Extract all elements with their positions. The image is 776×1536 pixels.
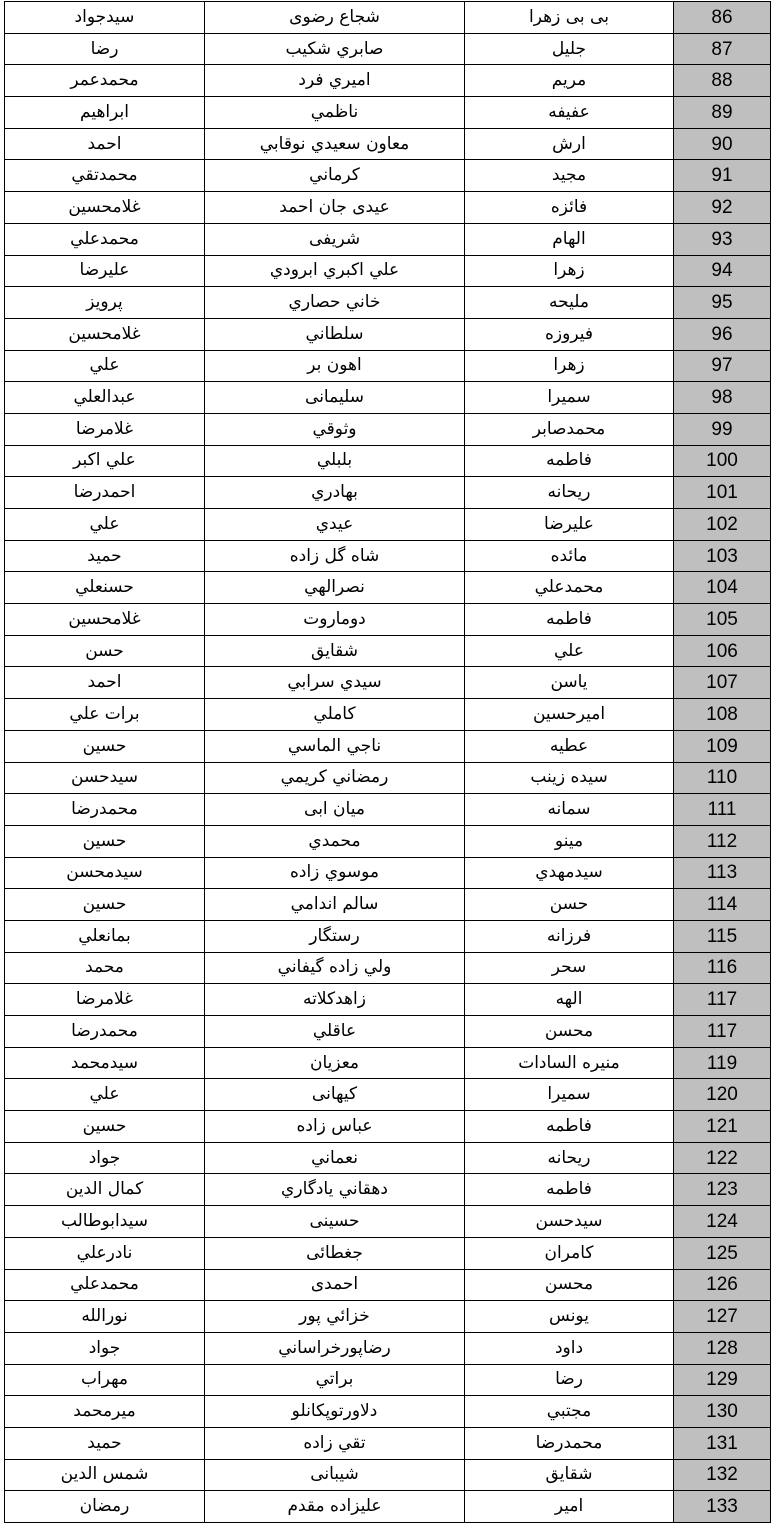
row-number-cell: 114 bbox=[674, 889, 771, 921]
first-name-cell: محسن bbox=[465, 1016, 674, 1048]
first-name-cell: ریحانه bbox=[465, 477, 674, 509]
table-row bbox=[5, 1459, 771, 1491]
father-name-cell: غلامحسین bbox=[5, 192, 205, 224]
row-number-cell: 133 bbox=[674, 1491, 771, 1523]
first-name-cell: فاطمه bbox=[465, 1111, 674, 1143]
table-row bbox=[5, 97, 771, 129]
table-row bbox=[5, 1111, 771, 1143]
father-name-cell: سیدمحسن bbox=[5, 857, 205, 889]
first-name-cell: عفیفه bbox=[465, 97, 674, 129]
row-number-cell: 113 bbox=[674, 857, 771, 889]
father-name-cell: حميد bbox=[5, 1427, 205, 1459]
table-row bbox=[5, 857, 771, 889]
father-name-cell: سیدابوطالب bbox=[5, 1206, 205, 1238]
row-number-cell: 115 bbox=[674, 920, 771, 952]
names-table-body bbox=[5, 2, 771, 1523]
father-name-cell: علي bbox=[5, 509, 205, 541]
row-number-cell: 88 bbox=[674, 65, 771, 97]
last-name-cell: كرماني bbox=[205, 160, 465, 192]
table-row bbox=[5, 952, 771, 984]
last-name-cell: دهقاني يادگاري bbox=[205, 1174, 465, 1206]
table-row bbox=[5, 160, 771, 192]
father-name-cell: جواد bbox=[5, 1332, 205, 1364]
father-name-cell: برات علي bbox=[5, 699, 205, 731]
row-number-cell: 121 bbox=[674, 1111, 771, 1143]
table-row bbox=[5, 1301, 771, 1333]
last-name-cell: دوماروت bbox=[205, 604, 465, 636]
last-name-cell: رضاپورخراساني bbox=[205, 1332, 465, 1364]
father-name-cell: کمال الدین bbox=[5, 1174, 205, 1206]
table-row bbox=[5, 1237, 771, 1269]
table-row bbox=[5, 1364, 771, 1396]
table-row bbox=[5, 445, 771, 477]
father-name-cell: محمدتقي bbox=[5, 160, 205, 192]
first-name-cell: الهه bbox=[465, 984, 674, 1016]
row-number-cell: 112 bbox=[674, 825, 771, 857]
father-name-cell: نورالله bbox=[5, 1301, 205, 1333]
last-name-cell: وثوقي bbox=[205, 413, 465, 445]
father-name-cell: رمضان bbox=[5, 1491, 205, 1523]
last-name-cell: حسینی bbox=[205, 1206, 465, 1238]
row-number-cell: 96 bbox=[674, 318, 771, 350]
row-number-cell: 100 bbox=[674, 445, 771, 477]
father-name-cell: علیرضا bbox=[5, 255, 205, 287]
table-row bbox=[5, 699, 771, 731]
father-name-cell: احمد bbox=[5, 128, 205, 160]
last-name-cell: زاهدكلاته bbox=[205, 984, 465, 1016]
row-number-cell: 128 bbox=[674, 1332, 771, 1364]
father-name-cell: میرمحمد bbox=[5, 1396, 205, 1428]
row-number-cell: 101 bbox=[674, 477, 771, 509]
table-row bbox=[5, 509, 771, 541]
row-number-cell: 102 bbox=[674, 509, 771, 541]
first-name-cell: داود bbox=[465, 1332, 674, 1364]
row-number-cell: 127 bbox=[674, 1301, 771, 1333]
first-name-cell: رضا bbox=[465, 1364, 674, 1396]
table-row bbox=[5, 1206, 771, 1238]
first-name-cell: مائده bbox=[465, 540, 674, 572]
father-name-cell: حسين bbox=[5, 730, 205, 762]
table-row bbox=[5, 65, 771, 97]
father-name-cell: محمدعلي bbox=[5, 223, 205, 255]
last-name-cell: كاملي bbox=[205, 699, 465, 731]
first-name-cell: مجید bbox=[465, 160, 674, 192]
last-name-cell: ناجي الماسي bbox=[205, 730, 465, 762]
last-name-cell: معزیان bbox=[205, 1047, 465, 1079]
row-number-cell: 86 bbox=[674, 2, 771, 34]
father-name-cell: احمد bbox=[5, 667, 205, 699]
father-name-cell: علي bbox=[5, 350, 205, 382]
first-name-cell: مريم bbox=[465, 65, 674, 97]
last-name-cell: میان ابی bbox=[205, 794, 465, 826]
row-number-cell: 124 bbox=[674, 1206, 771, 1238]
father-name-cell: نادرعلي bbox=[5, 1237, 205, 1269]
father-name-cell: پرویز bbox=[5, 287, 205, 319]
row-number-cell: 106 bbox=[674, 635, 771, 667]
last-name-cell: سلیمانی bbox=[205, 382, 465, 414]
first-name-cell: فاطمه bbox=[465, 604, 674, 636]
row-number-cell: 104 bbox=[674, 572, 771, 604]
last-name-cell: تقي زاده bbox=[205, 1427, 465, 1459]
table-row bbox=[5, 1491, 771, 1523]
first-name-cell: محسن bbox=[465, 1269, 674, 1301]
first-name-cell: سمانه bbox=[465, 794, 674, 826]
table-row bbox=[5, 604, 771, 636]
table-row bbox=[5, 1079, 771, 1111]
first-name-cell: مجتبي bbox=[465, 1396, 674, 1428]
first-name-cell: ریحانه bbox=[465, 1142, 674, 1174]
last-name-cell: رمضاني كريمي bbox=[205, 762, 465, 794]
row-number-cell: 90 bbox=[674, 128, 771, 160]
table-row bbox=[5, 318, 771, 350]
row-number-cell: 95 bbox=[674, 287, 771, 319]
father-name-cell: شمس الدین bbox=[5, 1459, 205, 1491]
table-row bbox=[5, 762, 771, 794]
first-name-cell: سمیرا bbox=[465, 1079, 674, 1111]
row-number-cell: 123 bbox=[674, 1174, 771, 1206]
row-number-cell: 107 bbox=[674, 667, 771, 699]
table-row bbox=[5, 1427, 771, 1459]
table-row bbox=[5, 984, 771, 1016]
row-number-cell: 126 bbox=[674, 1269, 771, 1301]
table-row bbox=[5, 33, 771, 65]
first-name-cell: مینو bbox=[465, 825, 674, 857]
last-name-cell: براتي bbox=[205, 1364, 465, 1396]
last-name-cell: عباس زاده bbox=[205, 1111, 465, 1143]
father-name-cell: حميد bbox=[5, 540, 205, 572]
table-row bbox=[5, 2, 771, 34]
row-number-cell: 93 bbox=[674, 223, 771, 255]
table-row bbox=[5, 1142, 771, 1174]
row-number-cell: 117 bbox=[674, 1016, 771, 1048]
last-name-cell: بهادري bbox=[205, 477, 465, 509]
last-name-cell: شاه گل زاده bbox=[205, 540, 465, 572]
row-number-cell: 110 bbox=[674, 762, 771, 794]
last-name-cell: عاقلي bbox=[205, 1016, 465, 1048]
table-row bbox=[5, 825, 771, 857]
row-number-cell: 105 bbox=[674, 604, 771, 636]
table-row bbox=[5, 667, 771, 699]
last-name-cell: عیدي bbox=[205, 509, 465, 541]
first-name-cell: حسن bbox=[465, 889, 674, 921]
first-name-cell: بی بی زهرا bbox=[465, 2, 674, 34]
table-row bbox=[5, 1047, 771, 1079]
first-name-cell: سیده زینب bbox=[465, 762, 674, 794]
table-row bbox=[5, 287, 771, 319]
father-name-cell: عبدالعلي bbox=[5, 382, 205, 414]
first-name-cell: فائزه bbox=[465, 192, 674, 224]
last-name-cell: کیهانی bbox=[205, 1079, 465, 1111]
last-name-cell: سيدي سرابي bbox=[205, 667, 465, 699]
first-name-cell: محمدصابر bbox=[465, 413, 674, 445]
row-number-cell: 108 bbox=[674, 699, 771, 731]
father-name-cell: سیدجواد bbox=[5, 2, 205, 34]
last-name-cell: صابري شكيب bbox=[205, 33, 465, 65]
first-name-cell: امیر bbox=[465, 1491, 674, 1523]
row-number-cell: 125 bbox=[674, 1237, 771, 1269]
first-name-cell: ارش bbox=[465, 128, 674, 160]
row-number-cell: 89 bbox=[674, 97, 771, 129]
names-table bbox=[4, 1, 771, 1523]
father-name-cell: ابراهیم bbox=[5, 97, 205, 129]
first-name-cell: محمدعلي bbox=[465, 572, 674, 604]
table-row bbox=[5, 477, 771, 509]
table-row bbox=[5, 223, 771, 255]
row-number-cell: 87 bbox=[674, 33, 771, 65]
last-name-cell: شقايق bbox=[205, 635, 465, 667]
first-name-cell: علیرضا bbox=[465, 509, 674, 541]
last-name-cell: رستگار bbox=[205, 920, 465, 952]
row-number-cell: 120 bbox=[674, 1079, 771, 1111]
last-name-cell: خزائي پور bbox=[205, 1301, 465, 1333]
row-number-cell: 131 bbox=[674, 1427, 771, 1459]
row-number-cell: 111 bbox=[674, 794, 771, 826]
last-name-cell: ولي زاده گيفاني bbox=[205, 952, 465, 984]
first-name-cell: فیروزه bbox=[465, 318, 674, 350]
row-number-cell: 92 bbox=[674, 192, 771, 224]
first-name-cell: فاطمه bbox=[465, 445, 674, 477]
father-name-cell: حسن bbox=[5, 635, 205, 667]
father-name-cell: علي bbox=[5, 1079, 205, 1111]
father-name-cell: محمدرضا bbox=[5, 794, 205, 826]
table-row bbox=[5, 128, 771, 160]
father-name-cell: علي اكبر bbox=[5, 445, 205, 477]
father-name-cell: بمانعلي bbox=[5, 920, 205, 952]
row-number-cell: 109 bbox=[674, 730, 771, 762]
row-number-cell: 103 bbox=[674, 540, 771, 572]
father-name-cell: حسين bbox=[5, 825, 205, 857]
row-number-cell: 117 bbox=[674, 984, 771, 1016]
last-name-cell: سالم اندامي bbox=[205, 889, 465, 921]
first-name-cell: سیدمهدي bbox=[465, 857, 674, 889]
first-name-cell: ملیحه bbox=[465, 287, 674, 319]
last-name-cell: ناظمي bbox=[205, 97, 465, 129]
last-name-cell: نعماني bbox=[205, 1142, 465, 1174]
table-row bbox=[5, 540, 771, 572]
first-name-cell: كامران bbox=[465, 1237, 674, 1269]
row-number-cell: 132 bbox=[674, 1459, 771, 1491]
father-name-cell: محمدرضا bbox=[5, 1016, 205, 1048]
first-name-cell: فرزانه bbox=[465, 920, 674, 952]
father-name-cell: حسنعلي bbox=[5, 572, 205, 604]
father-name-cell: غلامحسین bbox=[5, 604, 205, 636]
last-name-cell: دلاورتوپکانلو bbox=[205, 1396, 465, 1428]
first-name-cell: شقايق bbox=[465, 1459, 674, 1491]
first-name-cell: فاطمه bbox=[465, 1174, 674, 1206]
father-name-cell: حسين bbox=[5, 889, 205, 921]
table-row bbox=[5, 920, 771, 952]
last-name-cell: عیدی جان احمد bbox=[205, 192, 465, 224]
first-name-cell: یونس bbox=[465, 1301, 674, 1333]
first-name-cell: سیدحسن bbox=[465, 1206, 674, 1238]
table-row bbox=[5, 794, 771, 826]
father-name-cell: مهراب bbox=[5, 1364, 205, 1396]
last-name-cell: شریفی bbox=[205, 223, 465, 255]
last-name-cell: علي اكبري ابرودي bbox=[205, 255, 465, 287]
table-row bbox=[5, 730, 771, 762]
table-row bbox=[5, 635, 771, 667]
row-number-cell: 129 bbox=[674, 1364, 771, 1396]
table-row bbox=[5, 1016, 771, 1048]
last-name-cell: جغطائی bbox=[205, 1237, 465, 1269]
last-name-cell: عليزاده مقدم bbox=[205, 1491, 465, 1523]
table-row bbox=[5, 889, 771, 921]
row-number-cell: 91 bbox=[674, 160, 771, 192]
table-row bbox=[5, 413, 771, 445]
last-name-cell: خاني حصاري bbox=[205, 287, 465, 319]
first-name-cell: امیرحسین bbox=[465, 699, 674, 731]
first-name-cell: زهرا bbox=[465, 255, 674, 287]
first-name-cell: منیره السادات bbox=[465, 1047, 674, 1079]
father-name-cell: محمدعلي bbox=[5, 1269, 205, 1301]
last-name-cell: شجاع رضوی bbox=[205, 2, 465, 34]
row-number-cell: 119 bbox=[674, 1047, 771, 1079]
row-number-cell: 98 bbox=[674, 382, 771, 414]
first-name-cell: الهام bbox=[465, 223, 674, 255]
last-name-cell: سلطاني bbox=[205, 318, 465, 350]
last-name-cell: بلبلي bbox=[205, 445, 465, 477]
last-name-cell: موسوي زاده bbox=[205, 857, 465, 889]
last-name-cell: معاون سعيدي نوقابي bbox=[205, 128, 465, 160]
row-number-cell: 130 bbox=[674, 1396, 771, 1428]
father-name-cell: جواد bbox=[5, 1142, 205, 1174]
table-row bbox=[5, 1396, 771, 1428]
first-name-cell: محمدرضا bbox=[465, 1427, 674, 1459]
father-name-cell: احمدرضا bbox=[5, 477, 205, 509]
table-row bbox=[5, 255, 771, 287]
last-name-cell: احمدی bbox=[205, 1269, 465, 1301]
table-row bbox=[5, 572, 771, 604]
row-number-cell: 94 bbox=[674, 255, 771, 287]
last-name-cell: اهون بر bbox=[205, 350, 465, 382]
father-name-cell: محمد bbox=[5, 952, 205, 984]
father-name-cell: غلامرضا bbox=[5, 984, 205, 1016]
last-name-cell: شیبانی bbox=[205, 1459, 465, 1491]
first-name-cell: یاسن bbox=[465, 667, 674, 699]
last-name-cell: اميري فرد bbox=[205, 65, 465, 97]
first-name-cell: علي bbox=[465, 635, 674, 667]
table-row bbox=[5, 1332, 771, 1364]
table-row bbox=[5, 350, 771, 382]
last-name-cell: محمدي bbox=[205, 825, 465, 857]
row-number-cell: 116 bbox=[674, 952, 771, 984]
row-number-cell: 99 bbox=[674, 413, 771, 445]
first-name-cell: جلیل bbox=[465, 33, 674, 65]
first-name-cell: زهرا bbox=[465, 350, 674, 382]
row-number-cell: 97 bbox=[674, 350, 771, 382]
first-name-cell: سمیرا bbox=[465, 382, 674, 414]
first-name-cell: عطیه bbox=[465, 730, 674, 762]
row-number-cell: 122 bbox=[674, 1142, 771, 1174]
table-row bbox=[5, 1174, 771, 1206]
last-name-cell: نصرالهي bbox=[205, 572, 465, 604]
father-name-cell: سیدمحمد bbox=[5, 1047, 205, 1079]
table-row bbox=[5, 382, 771, 414]
table-row bbox=[5, 1269, 771, 1301]
first-name-cell: سحر bbox=[465, 952, 674, 984]
father-name-cell: غلامحسین bbox=[5, 318, 205, 350]
table-row bbox=[5, 192, 771, 224]
father-name-cell: غلامرضا bbox=[5, 413, 205, 445]
father-name-cell: سیدحسن bbox=[5, 762, 205, 794]
father-name-cell: حسين bbox=[5, 1111, 205, 1143]
father-name-cell: رضا bbox=[5, 33, 205, 65]
father-name-cell: محمدعمر bbox=[5, 65, 205, 97]
